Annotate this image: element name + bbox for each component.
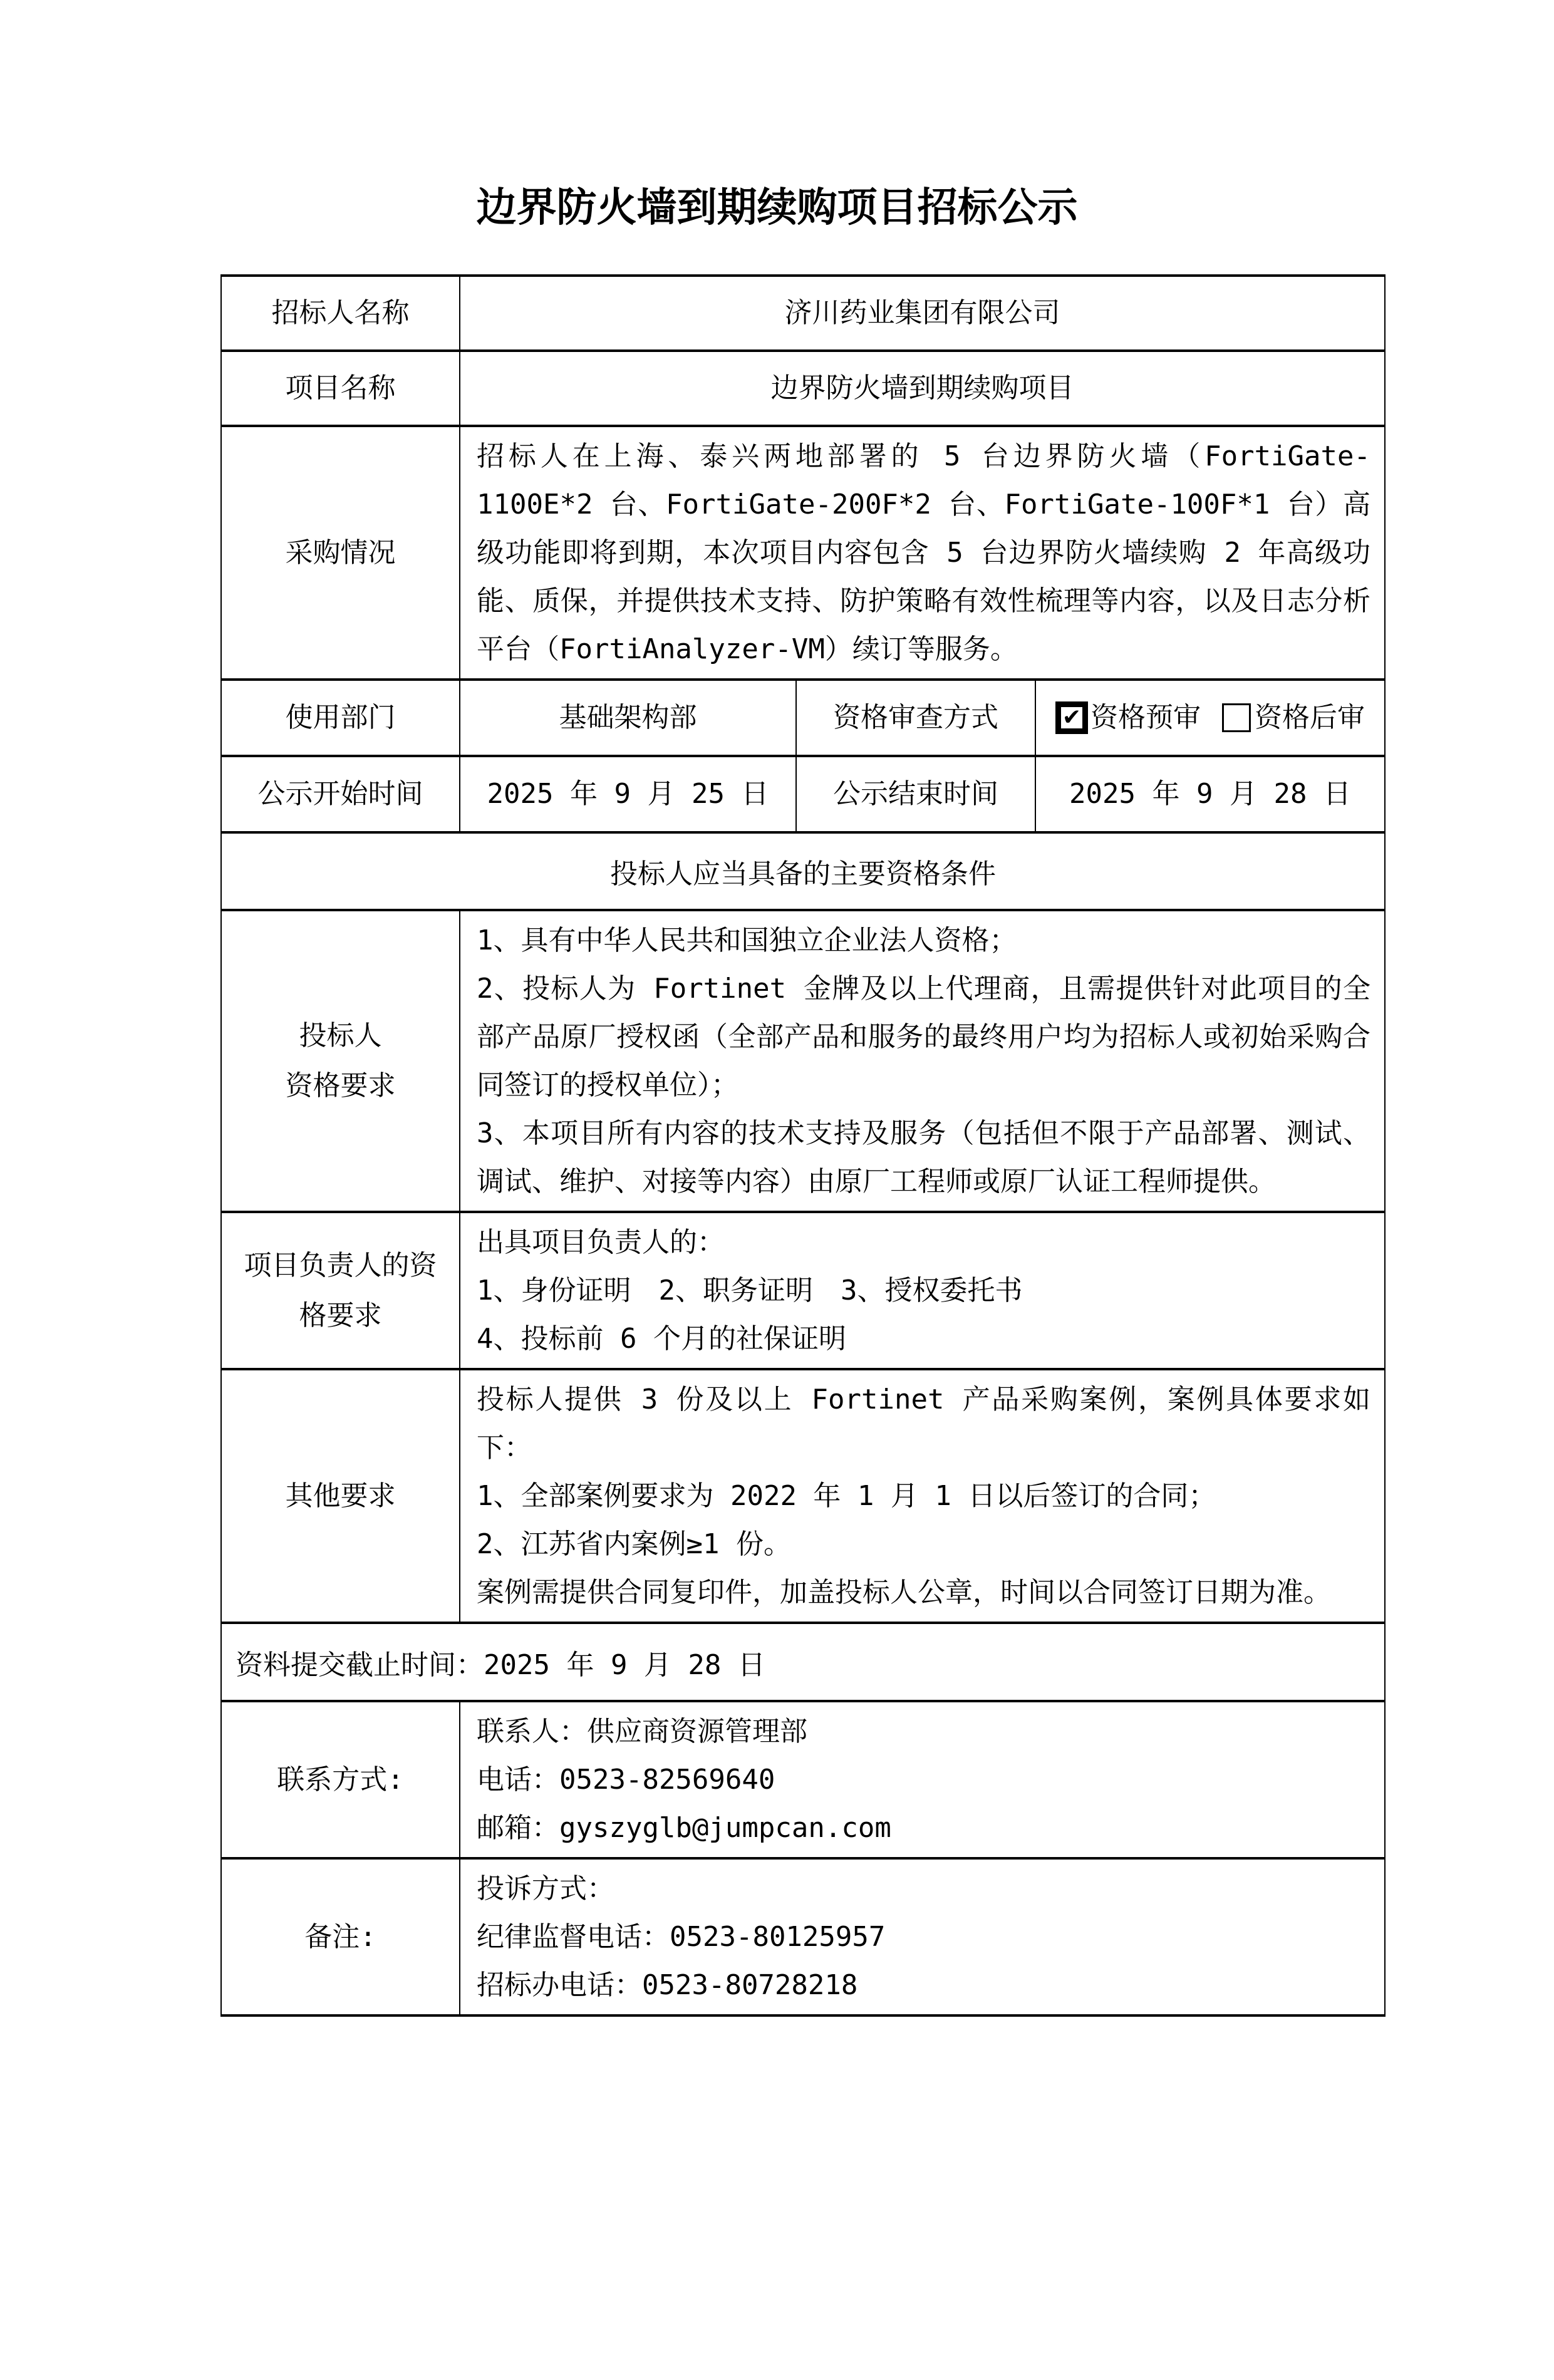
text-line: 1、具有中华人民共和国独立企业法人资格； xyxy=(477,924,1017,956)
using-department-label: 使用部门 xyxy=(221,680,460,756)
project-name-label: 项目名称 xyxy=(221,351,460,426)
bidder-qualification-label-line2: 资格要求 xyxy=(285,1070,396,1102)
project-name-row xyxy=(221,351,1385,426)
text-line: 2、投标人为 Fortinet 金牌及以上代理商，且需提供针对此项目的全部产品原厂授权函（全部产品和服务的最终用户均为招标人或初始采购合同签订的授权单位）； xyxy=(477,973,1370,1101)
bidder-name-row xyxy=(221,276,1385,351)
qualification-header-row xyxy=(221,832,1385,910)
announce-end-value: 2025 年 9 月 28 日 xyxy=(1035,756,1385,832)
text-line: 3、本项目所有内容的技术支持及服务（包括但不限于产品部署、测试、调试、维护、对接等内容）由原厂工程师或原厂认证工程师提供。 xyxy=(477,1117,1370,1198)
contact-text xyxy=(460,1701,1385,1858)
text-line: 电话：0523-82569640 xyxy=(477,1764,775,1796)
remarks-label: 备注: xyxy=(221,1858,460,2015)
bidder-name-label: 招标人名称 xyxy=(221,276,460,351)
pm-qualification-text xyxy=(460,1212,1385,1369)
bidder-qualification-text xyxy=(460,910,1385,1212)
other-requirements-row xyxy=(221,1369,1385,1623)
remarks-text xyxy=(460,1858,1385,2015)
text-line: 1、身份证明 2、职务证明 3、授权委托书 xyxy=(477,1275,1023,1306)
project-name-value: 边界防火墙到期续购项目 xyxy=(460,351,1385,426)
other-requirements-label: 其他要求 xyxy=(221,1369,460,1623)
unchecked-checkbox-icon xyxy=(1222,703,1251,732)
prequalification-option-label: 资格预审 xyxy=(1090,701,1201,733)
procurement-label: 采购情况 xyxy=(221,426,460,680)
submission-deadline-row xyxy=(221,1623,1385,1701)
bidder-qualification-label-line1: 投标人 xyxy=(299,1020,382,1052)
text-line: 联系人：供应商资源管理部 xyxy=(477,1715,807,1747)
text-line: 邮箱：gyszyglb@jumpcan.com xyxy=(477,1812,891,1844)
bidder-name-value: 济川药业集团有限公司 xyxy=(460,276,1385,351)
using-department-value: 基础架构部 xyxy=(460,680,796,756)
checked-checkbox-icon xyxy=(1055,701,1088,734)
pm-qualification-row xyxy=(221,1212,1385,1369)
remarks-row xyxy=(221,1858,1385,2015)
tender-announcement-table xyxy=(220,274,1386,2017)
bidder-qualification-label xyxy=(221,910,460,1212)
announce-start-label: 公示开始时间 xyxy=(221,756,460,832)
submission-deadline-text: 资料提交截止时间：2025 年 9 月 28 日 xyxy=(221,1623,1385,1701)
procurement-text: 招标人在上海、泰兴两地部署的 5 台边界防火墙（FortiGate-1100E*2 台、FortiGate-200F*2 台、FortiGate-100F*1 台）高级功能即将到期，本次项目内容包含 5 台边界防火墙续购 2 年高级功能、质保，并提供技术支持、防护策略有效性梳理等内容，以及日志分析平台（FortiAnalyzer-VM）续订等服务。 xyxy=(460,426,1385,680)
qualification-conditions-header: 投标人应当具备的主要资格条件 xyxy=(221,832,1385,910)
announce-start-value: 2025 年 9 月 25 日 xyxy=(460,756,796,832)
announcement-dates-row xyxy=(221,756,1385,832)
contact-label: 联系方式: xyxy=(221,1701,460,1858)
announce-end-label: 公示结束时间 xyxy=(796,756,1035,832)
other-requirements-text xyxy=(460,1369,1385,1623)
text-line: 案例需提供合同复印件，加盖投标人公章，时间以合同签订日期为准。 xyxy=(477,1576,1331,1608)
text-line: 出具项目负责人的： xyxy=(477,1226,725,1258)
contact-row xyxy=(221,1701,1385,1858)
text-line: 投诉方式： xyxy=(477,1873,614,1905)
postqualification-option xyxy=(1222,697,1365,738)
text-line: 招标办电话：0523-80728218 xyxy=(477,1969,858,2001)
postqualification-option-label: 资格后审 xyxy=(1255,701,1365,733)
pm-qualification-label: 项目负责人的资格要求 xyxy=(221,1212,460,1369)
text-line: 纪律监督电话：0523-80125957 xyxy=(477,1921,886,1953)
department-review-row xyxy=(221,680,1385,756)
document-page xyxy=(0,183,1554,2380)
procurement-row xyxy=(221,426,1385,680)
text-line: 2、江苏省内案例≥1 份。 xyxy=(477,1528,791,1560)
text-line: 4、投标前 6 个月的社保证明 xyxy=(477,1323,846,1355)
text-line: 投标人提供 3 份及以上 Fortinet 产品采购案例，案例具体要求如下： xyxy=(477,1384,1370,1464)
document-title: 边界防火墙到期续购项目招标公示 xyxy=(476,185,1078,231)
text-line: 1、全部案例要求为 2022 年 1 月 1 日以后签订的合同； xyxy=(477,1480,1216,1512)
prequalification-option xyxy=(1055,697,1201,738)
bidder-qualification-row xyxy=(221,910,1385,1212)
qualification-review-options xyxy=(1035,680,1385,756)
check-mark-icon: ✔ xyxy=(1062,705,1082,730)
qualification-review-label: 资格审查方式 xyxy=(796,680,1035,756)
